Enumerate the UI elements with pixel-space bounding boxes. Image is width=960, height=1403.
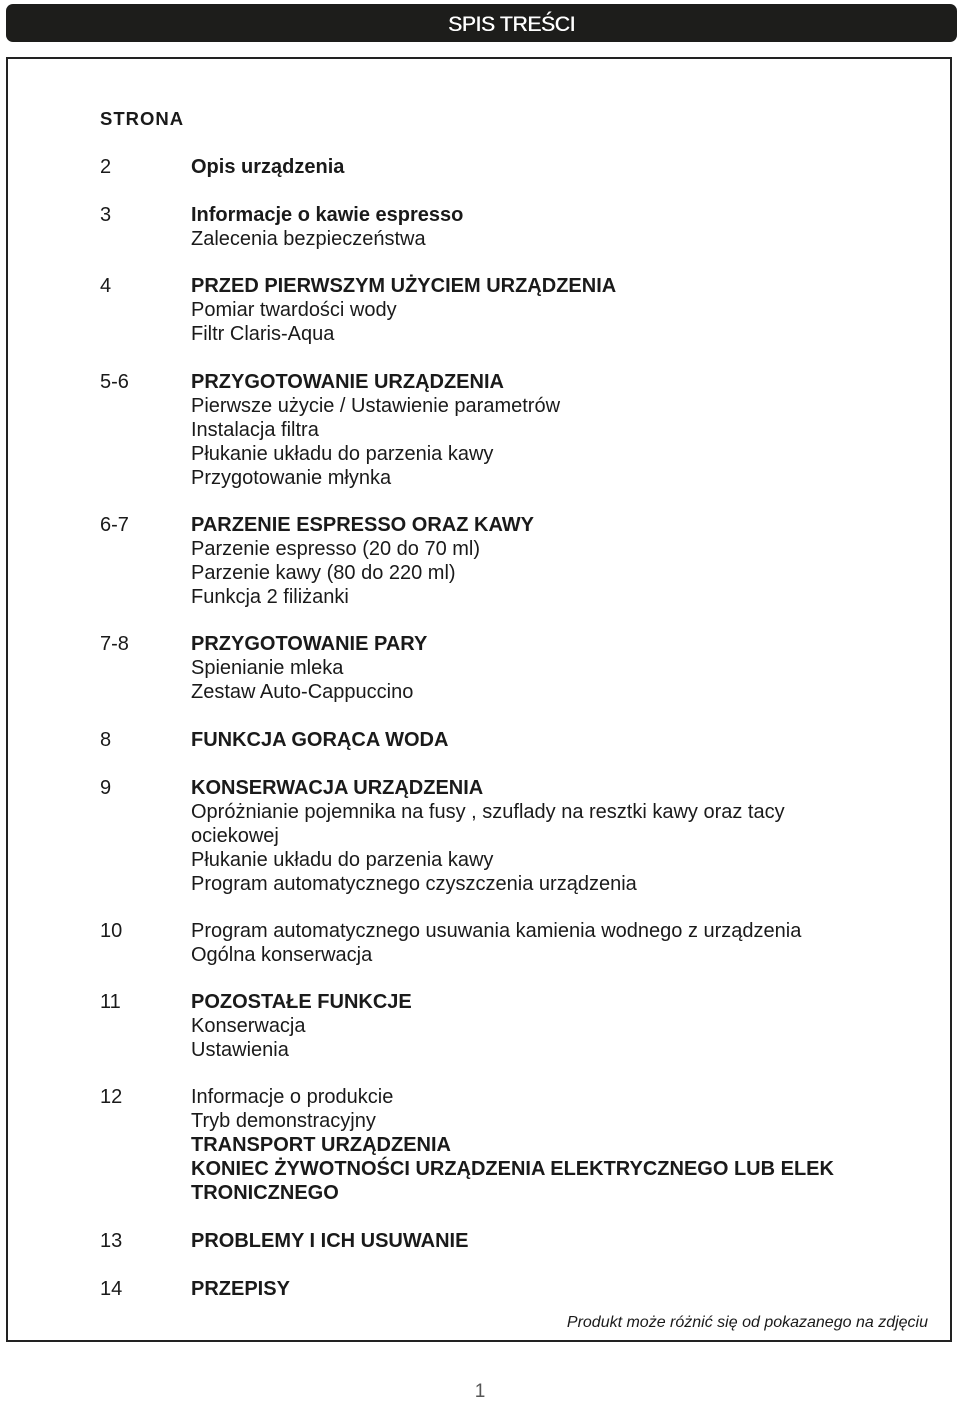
toc-subitem: Program automatycznego czyszczenia urządzenia: [191, 873, 637, 895]
toc-section-heading: PROBLEMY I ICH USUWANIE: [191, 1230, 469, 1252]
toc-entry-lines: [191, 1229, 931, 1253]
toc-section-heading: TRONICZNEGO: [191, 1182, 339, 1204]
page-number: 1: [474, 1381, 486, 1402]
toc-entry-lines: [191, 1085, 931, 1205]
toc-entry-lines: [191, 632, 931, 704]
toc-entry-lines: [191, 728, 931, 752]
toc-entry-lines: [191, 274, 931, 346]
footer-note: Produkt może różnić się od pokazanego na zdjęciu: [566, 1314, 928, 1331]
toc-subitem: Opróżnianie pojemnika na fusy , szuflady na resztki kawy oraz tacy: [191, 801, 785, 823]
toc-page-number: 7-8: [100, 633, 129, 655]
toc-page-number: 5-6: [100, 371, 129, 393]
toc-page-number: 13: [100, 1230, 123, 1252]
toc-page-number: 2: [100, 156, 112, 178]
toc-section-heading: TRANSPORT URZĄDZENIA: [191, 1134, 451, 1156]
toc-page-number: 9: [100, 777, 112, 799]
toc-subitem: Zalecenia bezpieczeństwa: [191, 228, 426, 250]
toc-subitem: ociekowej: [191, 825, 279, 847]
toc-page-number: 11: [100, 991, 121, 1013]
toc-entry-lines: [191, 155, 931, 179]
toc-page-number: 6-7: [100, 514, 129, 536]
toc-section-heading: Informacje o kawie espresso: [191, 204, 464, 226]
toc-subitem: Pomiar twardości wody: [191, 299, 397, 321]
toc-subitem: Płukanie układu do parzenia kawy: [191, 443, 494, 465]
toc-subitem: Pierwsze użycie / Ustawienie parametrów: [191, 395, 561, 417]
toc-subitem: Ogólna konserwacja: [191, 944, 373, 966]
toc-subitem: Funkcja 2 filiżanki: [191, 586, 349, 608]
toc-subitem: Przygotowanie młynka: [191, 467, 392, 489]
toc-section-heading: PARZENIE ESPRESSO ORAZ KAWY: [191, 514, 535, 536]
toc-subitem: Informacje o produkcie: [191, 1086, 394, 1108]
toc-entry-lines: [191, 776, 931, 896]
toc-entry-lines: [191, 990, 931, 1062]
toc-subitem: Program automatycznego usuwania kamienia wodnego z urządzenia: [191, 920, 802, 942]
toc-subitem: Parzenie kawy (80 do 220 ml): [191, 562, 456, 584]
toc-page-number: 4: [100, 275, 112, 297]
toc-page-number: 12: [100, 1086, 123, 1108]
toc-section-heading: PRZYGOTOWANIE URZĄDZENIA: [191, 371, 504, 393]
toc-section-heading: FUNKCJA GORĄCA WODA: [191, 729, 449, 751]
toc-section-heading: KONSERWACJA URZĄDZENIA: [191, 777, 484, 799]
toc-section-heading: PRZED PIERWSZYM UŻYCIEM URZĄDZENIA: [191, 275, 617, 297]
toc-section-heading: POZOSTAŁE FUNKCJE: [191, 991, 412, 1013]
toc-section-heading: PRZEPISY: [191, 1278, 290, 1300]
toc-entry-lines: [191, 919, 931, 967]
toc-subitem: Płukanie układu do parzenia kawy: [191, 849, 494, 871]
toc-subitem: Ustawienia: [191, 1039, 289, 1061]
page-title: SPIS TREŚCI: [447, 13, 576, 36]
toc-subitem: Tryb demonstracyjny: [191, 1110, 376, 1132]
toc-subitem: Filtr Claris-Aqua: [191, 323, 335, 345]
toc-subitem: Instalacja filtra: [191, 419, 319, 441]
toc-page-number: 14: [100, 1278, 123, 1300]
toc-section-heading: PRZYGOTOWANIE PARY: [191, 633, 428, 655]
column-label: STRONA: [100, 108, 185, 129]
toc-page-number: 8: [100, 729, 112, 751]
toc-subitem: Spienianie mleka: [191, 657, 344, 679]
toc-entry-lines: [191, 1277, 931, 1301]
toc-entry-lines: [191, 203, 931, 251]
toc-entry-lines: [191, 370, 931, 490]
toc-entry-lines: [191, 513, 931, 609]
header-bar: [6, 4, 957, 42]
toc-page-number: 10: [100, 920, 123, 942]
toc-subitem: Zestaw Auto-Cappuccino: [191, 681, 414, 703]
toc-section-heading: Opis urządzenia: [191, 156, 345, 178]
toc-subitem: Konserwacja: [191, 1015, 306, 1037]
toc-section-heading: KONIEC ŻYWOTNOŚCI URZĄDZENIA ELEKTRYCZNEGO LUB ELEK: [191, 1158, 834, 1180]
toc-page-number: 3: [100, 204, 112, 226]
toc-subitem: Parzenie espresso (20 do 70 ml): [191, 538, 481, 560]
